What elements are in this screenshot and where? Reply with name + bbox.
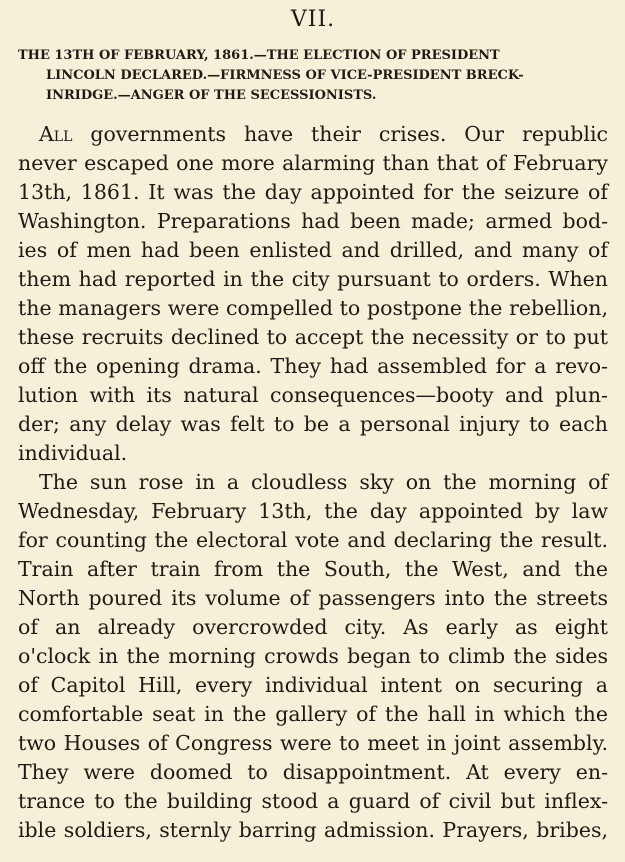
paragraph-line: North poured its volume of passengers into the streets bbox=[18, 586, 608, 610]
paragraph-line: o'clock in the morning crowds began to climb the sides bbox=[18, 644, 608, 668]
paragraph-line: trance to the building stood a guard of civil but inflex- bbox=[18, 789, 608, 813]
chapter-summary bbox=[18, 46, 608, 106]
paragraph-line: two Houses of Congress were to meet in joint assembly. bbox=[18, 731, 608, 755]
paragraph-line: They were doomed to disappointment. At every en- bbox=[18, 760, 608, 784]
paragraph-line: Wednesday, February 13th, the day appointed by law bbox=[18, 499, 608, 523]
chapter-number: VII. bbox=[290, 7, 336, 32]
paragraph-2 bbox=[18, 468, 608, 845]
paragraph-line: comfortable seat in the gallery of the hall in which the bbox=[18, 702, 608, 726]
paragraph-1 bbox=[18, 120, 608, 468]
paragraph-line: of an already overcrowded city. As early as eight bbox=[18, 615, 608, 639]
paragraph-line: individual. bbox=[18, 441, 128, 465]
paragraph-line: them had reported in the city pursuant to orders. When bbox=[18, 267, 608, 291]
paragraph-line: 13th, 1861. It was the day appointed for the seizure of bbox=[18, 180, 608, 204]
paragraph-line: of Capitol Hill, every individual intent on securing a bbox=[18, 673, 608, 697]
paragraph-line: ible soldiers, sternly barring admission. Prayers, bribes, bbox=[18, 818, 608, 842]
paragraph-line: these recruits declined to accept the necessity or to put bbox=[18, 325, 608, 349]
chapter-summary-line: THE 13TH OF FEBRUARY, 1861.—THE ELECTION OF PRESIDENT bbox=[18, 48, 500, 63]
chapter-summary-line: INRIDGE.—ANGER OF THE SECESSIONISTS. bbox=[46, 88, 377, 103]
paragraph-line: the managers were compelled to postpone the rebellion, bbox=[18, 296, 608, 320]
paragraph-line: for counting the electoral vote and declaring the result. bbox=[18, 528, 608, 552]
paragraph-lead-word: All bbox=[39, 122, 73, 146]
paragraph-line: lution with its natural consequences—booty and plun- bbox=[18, 383, 608, 407]
paragraph-line: off the opening drama. They had assembled for a revo- bbox=[18, 354, 608, 378]
paragraph-line: der; any delay was felt to be a personal injury to each bbox=[18, 412, 608, 436]
paragraph-line: ies of men had been enlisted and drilled, and many of bbox=[18, 238, 608, 262]
paragraph-line: The sun rose in a cloudless sky on the morning of bbox=[39, 470, 608, 494]
paragraph-line: never escaped one more alarming than that of February bbox=[18, 151, 608, 175]
paragraph-line bbox=[18, 120, 608, 149]
paragraph-line-text: governments have their crises. Our republic bbox=[72, 122, 608, 146]
paragraph-line: Washington. Preparations had been made; armed bod- bbox=[18, 209, 608, 233]
paragraph-line: Train after train from the South, the West, and the bbox=[18, 557, 608, 581]
chapter-summary-line: LINCOLN DECLARED.—FIRMNESS OF VICE-PRESIDENT BRECK- bbox=[46, 68, 524, 83]
